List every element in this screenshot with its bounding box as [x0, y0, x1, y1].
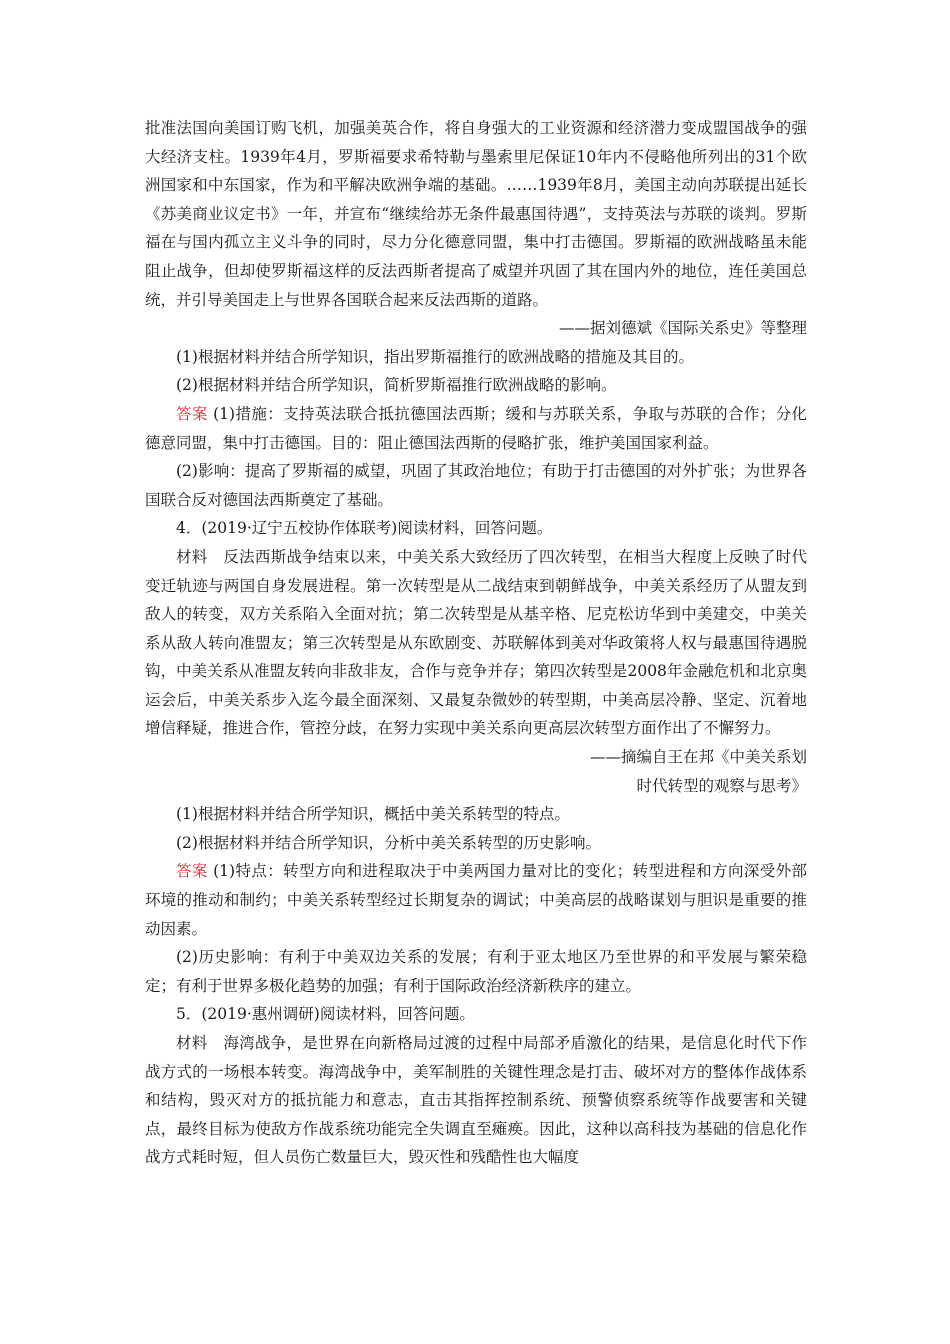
answer-label: 答案 — [176, 862, 208, 881]
q3-sub-question-2: (2)根据材料并结合所学知识，简析罗斯福推行欧洲战略的影响。 — [176, 376, 617, 395]
q4-sub-question-2: (2)根据材料并结合所学知识，分析中美关系转型的历史影响。 — [176, 833, 601, 852]
q5-header: 5．(2019·惠州调研)阅读材料，回答问题。 — [176, 1005, 475, 1024]
q3-sub-question-1: (1)根据材料并结合所学知识，指出罗斯福推行的欧洲战略的措施及其目的。 — [176, 347, 694, 366]
q4-answer-1 — [145, 857, 807, 943]
q4-sub-question-1: (1)根据材料并结合所学知识，概括中美关系转型的特点。 — [176, 805, 570, 824]
q4-source-line-2: 时代转型的观察与思考》 — [636, 776, 807, 795]
q3-source: ——据刘德斌《国际关系史》等整理 — [558, 319, 807, 338]
q3-material-continuation: 批准法国向美国订购飞机，加强美英合作，将自身强大的工业资源和经济潜力变成盟国战争的强大经济支柱。1939年4月，罗斯福要求希特勒与墨索里尼保证10年内不侵略他所列出的31个欧洲国家和中东国家，作为和平解决欧洲争端的基础。……1939年8月，美国主动向苏联提出延长《苏美商业议定书》一年，并宣布“继续给苏无条件最惠国待遇”，支持英法与苏联的谈判。罗斯福在与国内孤立主义斗争的同时，尽力分化德意同盟，集中打击德国。罗斯福的欧洲战略虽未能阻止战争，但却使罗斯福这样的反法西斯者提高了威望并巩固了其在国内外的地位，连任美国总统，并引导美国走上与世界各国联合起来反法西斯的道路。 — [145, 119, 807, 309]
q4-header: 4．(2019·辽宁五校协作体联考)阅读材料，回答问题。 — [176, 519, 553, 538]
q4-source-line-1: ——摘编自王在邦《中美关系划 — [589, 748, 807, 767]
q3-answer-1-text: (1)措施：支持英法联合抵抗德国法西斯；缓和与苏联关系，争取与苏联的合作；分化德意同盟，集中打击德国。目的：阻止德国法西斯的侵略扩张，维护美国国家利益。 — [145, 404, 807, 452]
q4-answer-1-text: (1)特点：转型方向和进程取决于中美两国力量对比的变化；转型进程和方向深受外部环境的推动和制约；中美关系转型经过长期复杂的调试；中美高层的战略谋划与胆识是重要的推动因素。 — [145, 862, 807, 938]
document-page — [145, 114, 807, 1172]
q5-material: 材料 海湾战争，是世界在向新格局过渡的过程中局部矛盾激化的结果，是信息化时代下作战方式的一场根本转变。海湾战争中，美军制胜的关键性理念是打击、破坏对方的整体作战体系和结构，毁灭对方的抵抗能力和意志，直击其指挥控制系统、预警侦察系统等作战要害和关键点，最终目标为使敌方作战系统功能完全失调直至瘫痪。因此，这种以高科技为基础的信息化作战方式耗时短，但人员伤亡数量巨大，毁灭性和残酷性也大幅度 — [145, 1034, 807, 1167]
q3-answer-2: (2)影响：提高了罗斯福的威望，巩固了其政治地位；有助于打击德国的对外扩张；为世界各国联合反对德国法西斯奠定了基础。 — [145, 462, 807, 509]
q4-answer-2: (2)历史影响：有利于中美双边关系的发展；有利于亚太地区乃至世界的和平发展与繁荣稳定；有利于世界多极化趋势的加强；有利于国际政治经济新秩序的建立。 — [145, 948, 807, 995]
answer-label: 答案 — [176, 404, 208, 423]
q4-material: 材料 反法西斯战争结束以来，中美关系大致经历了四次转型，在相当大程度上反映了时代变迁轨迹与两国自身发展进程。第一次转型是从二战结束到朝鲜战争，中美关系经历了从盟友到敌人的转变，双方关系陷入全面对抗；第二次转型是从基辛格、尼克松访华到中美建交，中美关系从敌人转向准盟友；第三次转型是从东欧剧变、苏联解体到美对华政策将人权与最惠国待遇脱钩，中美关系从准盟友转向非敌非友，合作与竞争并存；第四次转型是2008年金融危机和北京奥运会后，中美关系步入迄今最全面深刻、又最复杂微妙的转型期，中美高层冷静、坚定、沉着地增信释疑，推进合作，管控分歧，在努力实现中美关系向更高层次转型方面作出了不懈努力。 — [145, 547, 807, 738]
q3-answer-1 — [145, 400, 807, 457]
